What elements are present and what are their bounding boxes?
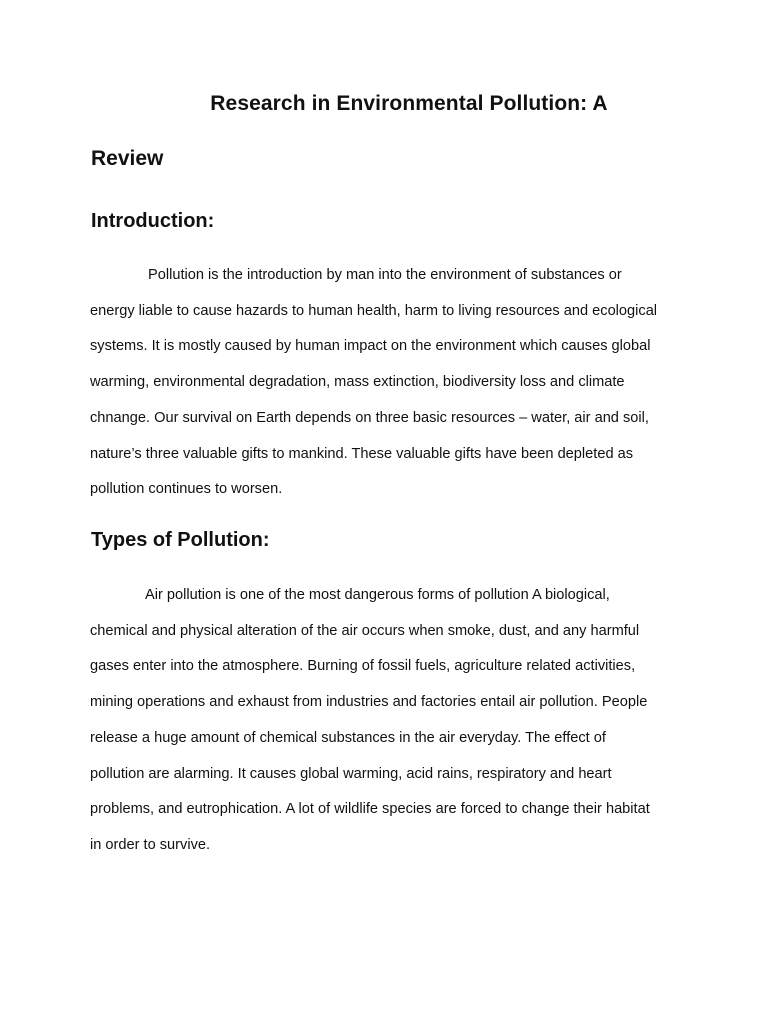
paragraph-line: in order to survive. (90, 836, 211, 853)
paragraph-line: warming, environmental degradation, mass extinction, biodiversity loss and climate (90, 374, 625, 391)
document-title: Research in Environmental Pollution: A (210, 92, 608, 115)
paragraph-line: gases enter into the atmosphere. Burning of fossil fuels, agriculture related activities, (90, 658, 636, 675)
paragraph-line: Pollution is the introduction by man into the environment of substances or (148, 267, 622, 283)
paragraph-line: energy liable to cause hazards to human health, harm to living resources and ecological (90, 302, 658, 319)
paragraph-line: mining operations and exhaust from industries and factories entail air pollution. People (90, 694, 648, 711)
section-heading-introduction: Introduction: (91, 210, 215, 232)
paragraph-line: problems, and eutrophication. A lot of wildlife species are forced to change their habitat (90, 801, 650, 818)
paragraph-introduction (90, 258, 690, 508)
document-title-continuation: Review (91, 147, 164, 170)
paragraph-types-of-pollution (90, 578, 690, 864)
section-heading-types-of-pollution: Types of Pollution: (91, 529, 270, 551)
paragraph-line: chemical and physical alteration of the air occurs when smoke, dust, and any harmful (90, 622, 640, 639)
paragraph-line: Air pollution is one of the most dangerous forms of pollution A biological, (145, 587, 610, 603)
paragraph-line: chnange. Our survival on Earth depends on three basic resources – water, air and soil, (90, 409, 649, 426)
paragraph-line: pollution are alarming. It causes global warming, acid rains, respiratory and heart (90, 765, 612, 782)
paragraph-line: systems. It is mostly caused by human impact on the environment which causes global (90, 338, 651, 355)
paragraph-line: release a huge amount of chemical substances in the air everyday. The effect of (90, 729, 606, 746)
paragraph-line: nature’s three valuable gifts to mankind. These valuable gifts have been depleted as (90, 445, 634, 462)
paragraph-line: pollution continues to worsen. (90, 481, 283, 498)
